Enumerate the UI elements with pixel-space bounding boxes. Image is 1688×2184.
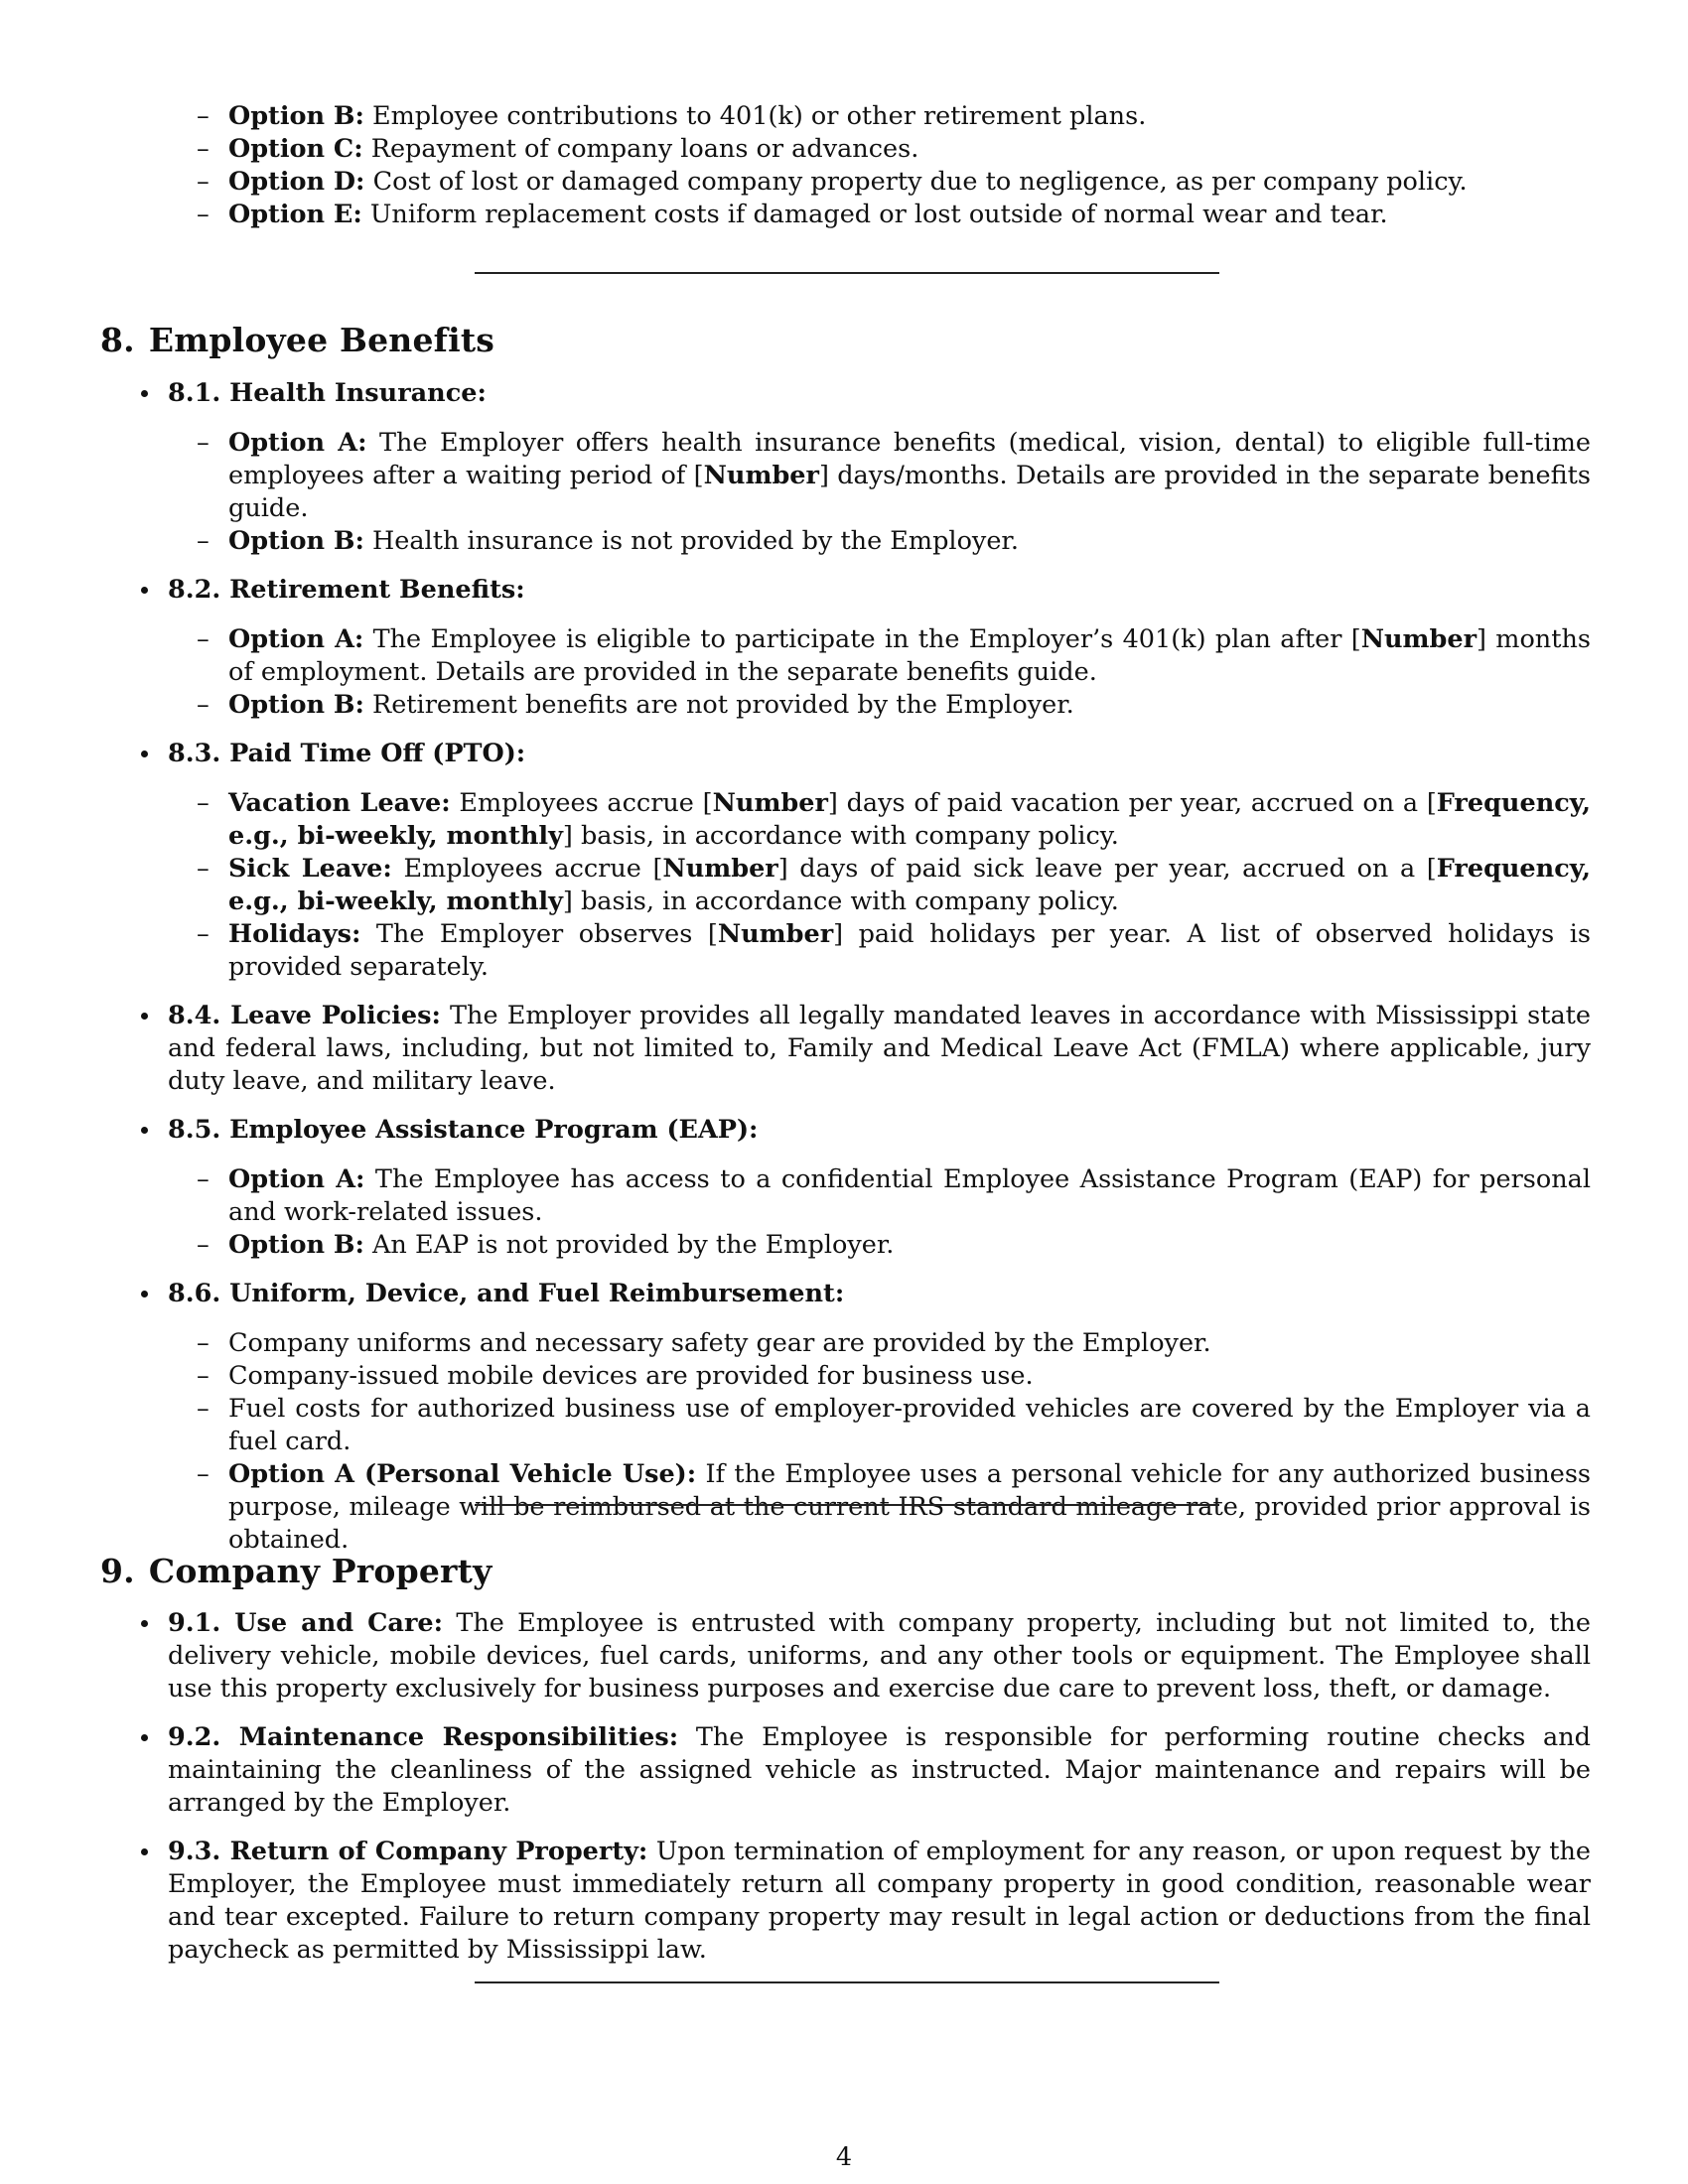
list-item: – Company-issued mobile devices are provided for business use.	[197, 1361, 1034, 1391]
option-list	[197, 1163, 1592, 1262]
option-item: – Option B: An EAP is not provided by the Employer.	[197, 1230, 895, 1260]
subsection-heading: 8.4. Leave Policies:	[168, 1001, 441, 1030]
option-item: – Option B: Employee contributions to 401(k) or other retirement plans.	[197, 101, 1147, 131]
subsection-8-3	[168, 738, 1591, 984]
subsection-8-1	[168, 377, 1591, 558]
section-9-list	[168, 1607, 1591, 1967]
bullet-dot	[141, 1620, 148, 1627]
section-divider	[475, 272, 1219, 274]
option-item: – Option A: The Employee is eligible to participate in the Employer’s 401(k) plan after [Number] months of employment. Details are provided in the separate benefits guide.	[197, 624, 1591, 687]
subsection-text: The Employee is entrusted with company property, including but not limited to, the delivery vehicle, mobile devices, fuel cards, uniforms, and any other tools or equipment. The Employee shall use this property exclusively for business purposes and exercise due care to prevent loss, theft, or damage.	[168, 1608, 1591, 1704]
bullet-dot	[141, 1013, 148, 1020]
list-item: – Fuel costs for authorized business use of employer-provided vehicles are covered by the Employer via a fuel card.	[197, 1394, 1591, 1456]
section-divider	[475, 1981, 1219, 1983]
bullet-dot	[141, 1848, 148, 1855]
subsection-text: The Employee is responsible for performing routine checks and maintaining the cleanliness of the assigned vehicle as instructed. Major maintenance and repairs will be arranged by the Employer.	[168, 1722, 1591, 1818]
subsection-heading: 8.5. Employee Assistance Program (EAP):	[168, 1115, 759, 1145]
option-list	[197, 427, 1592, 558]
subsection-9-3	[168, 1836, 1591, 1967]
section-8-list	[168, 377, 1591, 1557]
list-item: – Company uniforms and necessary safety gear are provided by the Employer.	[197, 1328, 1211, 1358]
subsection-text: The Employer provides all legally mandated leaves in accordance with Mississippi state and federal laws, including, but not limited to, Family and Medical Leave Act (FMLA) where applicable, jury duty leave, and military leave.	[168, 1001, 1591, 1096]
option-item: – Option A (Personal Vehicle Use): If the Employee uses a personal vehicle for any authorized business purpose, mileage will be reimbursed at the current IRS standard mileage rate, provided prior approval is obtained.	[197, 1459, 1592, 1555]
option-item: – Option C: Repayment of company loans or advances.	[197, 134, 919, 164]
subsection-9-1	[168, 1607, 1591, 1706]
subsection-text: Upon termination of employment for any reason, or upon request by the Employer, the Employee must immediately return all company property in good condition, reasonable wear and tear excepted. Failure to return company property may result in legal action or deductions from the final paycheck as permitted by Mississippi law.	[168, 1837, 1591, 1965]
bullet-dot	[141, 390, 148, 397]
option-item: – Option B: Health insurance is not provided by the Employer.	[197, 526, 1019, 556]
vacation-leave-item: – Vacation Leave: Employees accrue [Number] days of paid vacation per year, accrued on a [Frequency, e.g., bi-weekly, monthly] basis, in accordance with company policy.	[197, 788, 1592, 851]
section-divider	[475, 1504, 1219, 1506]
option-list	[197, 623, 1591, 722]
bullet-dot	[141, 1291, 148, 1297]
bullet-dot	[141, 587, 148, 594]
pto-list	[197, 787, 1592, 984]
sick-leave-item: – Sick Leave: Employees accrue [Number] days of paid sick leave per year, accrued on a [Frequency, e.g., bi-weekly, monthly] basis, in accordance with company policy.	[197, 854, 1591, 916]
subsection-heading: 9.2. Maintenance Responsibilities:	[168, 1722, 679, 1752]
subsection-8-5	[168, 1114, 1591, 1262]
option-item: – Option A: The Employee has access to a confidential Employee Assistance Program (EAP) for personal and work-related issues.	[197, 1164, 1592, 1227]
subsection-9-2	[168, 1721, 1591, 1820]
page-number: 4	[835, 2142, 853, 2172]
option-item: – Option B: Retirement benefits are not provided by the Employer.	[197, 690, 1074, 720]
reimbursement-list	[197, 1327, 1592, 1557]
holidays-item: – Holidays: The Employer observes [Number] paid holidays per year. A list of observed holidays is provided separately.	[197, 919, 1591, 982]
subsection-heading: 8.3. Paid Time Off (PTO):	[168, 739, 526, 768]
subsection-8-2	[168, 574, 1591, 722]
bullet-dot	[141, 1127, 148, 1134]
subsection-8-4	[168, 1000, 1591, 1098]
option-item: – Option E: Uniform replacement costs if damaged or lost outside of normal wear and tear.	[197, 200, 1388, 229]
section-heading-9: 9. Company Property	[100, 1552, 492, 1590]
bullet-dot	[141, 1734, 148, 1741]
subsection-heading: 8.6. Uniform, Device, and Fuel Reimbursement:	[168, 1279, 845, 1308]
subsection-heading: 8.1. Health Insurance:	[168, 378, 487, 408]
bullet-dot	[141, 751, 148, 757]
option-item: – Option D: Cost of lost or damaged company property due to negligence, as per company policy.	[197, 167, 1468, 197]
subsection-8-6	[168, 1278, 1591, 1557]
section-heading-8: 8. Employee Benefits	[100, 321, 495, 359]
subsection-heading: 9.3. Return of Company Property:	[168, 1837, 648, 1866]
carryover-option-list	[197, 100, 1591, 231]
subsection-heading: 9.1. Use and Care:	[168, 1608, 444, 1638]
subsection-heading: 8.2. Retirement Benefits:	[168, 575, 525, 605]
option-item: – Option A: The Employer offers health insurance benefits (medical, vision, dental) to eligible full-time employees after a waiting period of [Number] days/months. Details are provided in the separate benefits guide.	[197, 428, 1592, 523]
